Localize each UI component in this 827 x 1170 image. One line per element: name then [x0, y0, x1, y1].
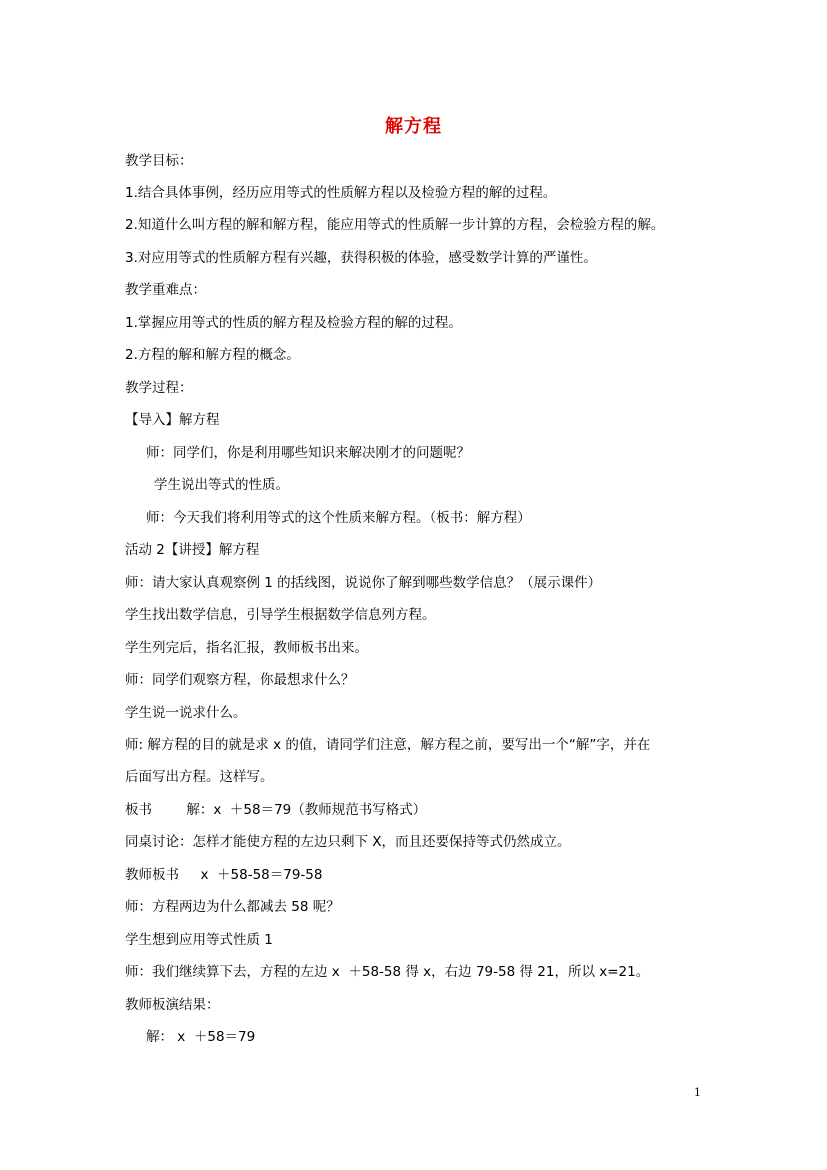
page-number: 1 — [694, 1086, 701, 1099]
paragraph-line: 学生说一说求什么。 — [125, 705, 247, 721]
activity-heading-intro: 【导入】解方程 — [125, 412, 220, 428]
key-point-item-2: 2.方程的解和解方程的概念。 — [125, 347, 300, 363]
paragraph-line: 教师板演结果： — [125, 997, 220, 1013]
objective-item-1: 1.结合具体事例，经历应用等式的性质解方程以及检验方程的解的过程。 — [125, 185, 557, 201]
paragraph-line: 师：请大家认真观察例 1 的括线图，说说你了解到哪些数学信息？（展示课件） — [125, 575, 602, 591]
blackboard-equation-line: 教师板书 x ＋58-58＝79-58 — [125, 867, 323, 883]
paragraph-line: 师：方程两边为什么都减去 58 呢？ — [125, 899, 340, 915]
blackboard-equation-line: 板书 解：x ＋58＝79（教师规范书写格式） — [125, 802, 427, 818]
objective-item-3: 3.对应用等式的性质解方程有兴趣，获得积极的体验，感受数学计算的严谨性。 — [125, 250, 597, 266]
paragraph-line: 师：同学们，你是利用哪些知识来解决刚才的问题呢？ — [146, 445, 470, 461]
document-title: 解方程 — [385, 116, 442, 137]
activity-heading-lecture: 活动 2【讲授】解方程 — [125, 542, 260, 558]
objective-item-2: 2.知道什么叫方程的解和解方程，能应用等式的性质解一步计算的方程，会检验方程的解。 — [125, 217, 665, 233]
section-heading-process: 教学过程： — [125, 380, 193, 396]
paragraph-line: 师：同学们观察方程，你最想求什么？ — [125, 672, 355, 688]
section-heading-key-points: 教学重难点： — [125, 282, 206, 298]
paragraph-line: 后面写出方程。这样写。 — [125, 769, 274, 785]
paragraph-line: 学生说出等式的性质。 — [154, 477, 289, 493]
solution-equation-line: 解： x ＋58＝79 — [146, 1029, 256, 1045]
paragraph-line: 师: 解方程的目的就是求 x 的值，请同学们注意，解方程之前，要写出一个“解”字，并在 — [125, 737, 651, 753]
paragraph-line: 学生列完后，指名汇报，教师板书出来。 — [125, 640, 368, 656]
section-heading-objectives: 教学目标： — [125, 153, 193, 169]
paragraph-line: 学生找出数学信息，引导学生根据数学信息列方程。 — [125, 607, 436, 623]
paragraph-line: 学生想到应用等式性质 1 — [125, 932, 273, 948]
paragraph-line: 师：今天我们将利用等式的这个性质来解方程。（板书：解方程） — [146, 510, 531, 526]
paragraph-line: 师：我们继续算下去，方程的左边 x ＋58-58 得 x，右边 79-58 得 21，所以 x=21。 — [125, 964, 650, 980]
paragraph-line: 同桌讨论：怎样才能使方程的左边只剩下 X，而且还要保持等式仍然成立。 — [125, 834, 571, 850]
key-point-item-1: 1.掌握应用等式的性质的解方程及检验方程的解的过程。 — [125, 315, 462, 331]
